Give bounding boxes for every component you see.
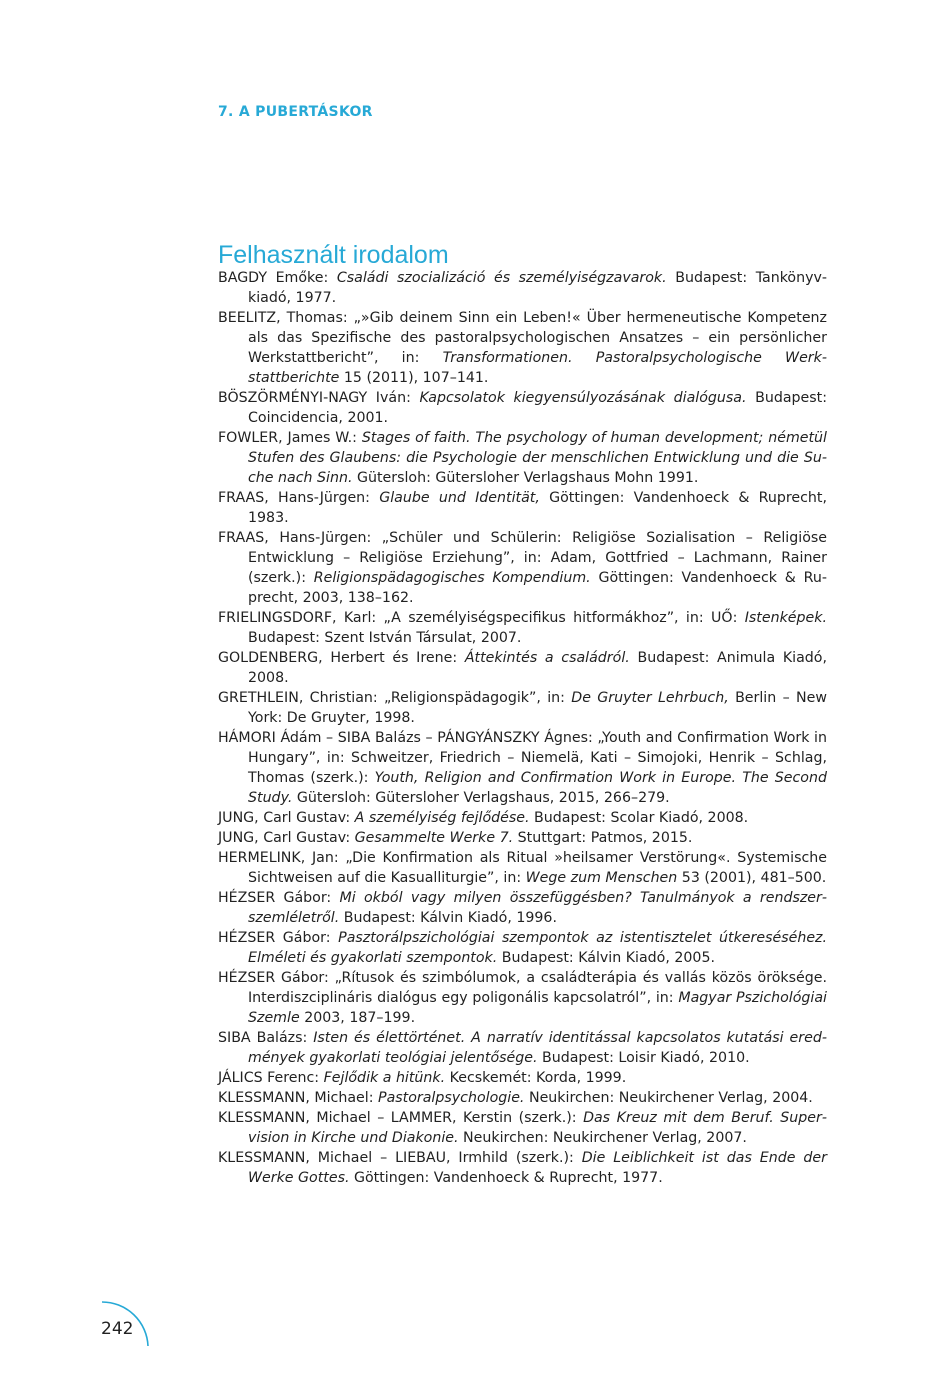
- reference-text: HERMELINK, Jan: „Die Konfirmation als Ritual »heilsamer Verstörung«. Systemische Sichtweisen auf die Kasualliturgie”, in:: [218, 850, 827, 886]
- reference-text: Gütersloh: Gütersloher Verlagshaus Mohn 1991.: [352, 470, 699, 486]
- reference-entry: [218, 828, 827, 848]
- reference-text: Budapest: Szent István Társulat, 2007.: [248, 630, 522, 646]
- reference-text: KLESSMANN, Michael – LIEBAU, Irmhild (szerk.):: [218, 1150, 582, 1166]
- reference-title: Pasztorálpszichológiai szempontok az istentisztelet útkereséséhez. Elméleti és gyakorlati szempontok.: [248, 930, 828, 966]
- reference-text: Göttingen: Vandenhoeck & Ruprecht, 1977.: [349, 1170, 663, 1186]
- reference-entry: [218, 1108, 827, 1148]
- reference-text: JÁLICS Ferenc:: [218, 1070, 324, 1086]
- reference-text: Budapest: Loisir Kiadó, 2010.: [537, 1050, 750, 1066]
- reference-text: Stuttgart: Patmos, 2015.: [513, 830, 693, 846]
- reference-text: Göttingen: Vandenhoeck & Ruprecht, 2003, 138–162.: [248, 570, 827, 606]
- reference-entry: [218, 388, 827, 428]
- reference-text: Göttingen: Vandenhoeck & Ruprecht, 1983.: [248, 490, 827, 526]
- reference-entry: [218, 888, 827, 928]
- reference-text: 15 (2011), 107–141.: [339, 370, 489, 386]
- reference-title: Das Kreuz mit dem Beruf. Supervision in Kirche und Diakonie.: [248, 1110, 827, 1146]
- reference-text: 2003, 187–199.: [299, 1010, 416, 1026]
- reference-text: Berlin – New York: De Gruyter, 1998.: [248, 690, 827, 726]
- reference-text: FOWLER, James W.:: [218, 430, 362, 446]
- reference-text: Neukirchen: Neukirchener Verlag, 2004.: [524, 1090, 813, 1106]
- reference-entry: [218, 308, 827, 388]
- reference-title: Pastoralpsychologie.: [378, 1090, 525, 1106]
- reference-entry: [218, 428, 827, 488]
- reference-text: KLESSMANN, Michael:: [218, 1090, 379, 1106]
- section-title: Felhasznált irodalom: [218, 240, 449, 269]
- reference-text: GRETHLEIN, Christian: „Religionspädagogik”, in:: [218, 690, 572, 706]
- reference-title: Isten és élettörténet. A narratív identitással kapcsolatos kutatási eredmények gyakorlati teológiai jelentősége.: [248, 1030, 827, 1066]
- page-number: 242: [101, 1319, 134, 1339]
- reference-entry: [218, 528, 827, 608]
- reference-text: FRAAS, Hans-Jürgen:: [218, 490, 380, 506]
- reference-text: Gütersloh: Gütersloher Verlagshaus, 2015, 266–279.: [292, 790, 670, 806]
- reference-text: GOLDENBERG, Herbert és Irene:: [218, 650, 465, 666]
- reference-entry: [218, 488, 827, 528]
- reference-title: Die Leiblichkeit ist das Ende der Werke Gottes.: [248, 1150, 827, 1186]
- reference-text: HÉZSER Gábor: „Rítusok és szimbólumok, a családterápia és vallás közös öröksége. Interdiszciplináris dialógus egy poligonális kapcsolatról”, in:: [218, 970, 827, 1006]
- reference-text: FRIELINGSDORF, Karl: „A személyiségspecifikus hitformákhoz”, in: UŐ:: [218, 610, 745, 626]
- reference-text: Budapest: Kálvin Kiadó, 2005.: [497, 950, 715, 966]
- reference-entry: [218, 268, 827, 308]
- reference-entry: [218, 808, 827, 828]
- reference-text: HÁMORI Ádám – SIBA Balázs – PÁNGYÁNSZKY Ágnes: „Youth and Confirmation Work in Hungary”, in: Schweitzer, Friedrich – Niemelä, Kati – Simojoki, Henrik – Schlag, Thomas (szerk.):: [218, 730, 827, 786]
- reference-entry: [218, 1068, 827, 1088]
- reference-entry: [218, 1028, 827, 1068]
- reference-entry: [218, 728, 827, 808]
- reference-text: JUNG, Carl Gustav:: [218, 810, 355, 826]
- reference-title: Családi szocializáció és személyiségzavarok.: [336, 270, 667, 286]
- reference-text: Budapest: Animula Kiadó, 2008.: [248, 650, 827, 686]
- reference-text: FRAAS, Hans-Jürgen: „Schüler und Schülerin: Religiöse Sozialisation – Religiöse Entwicklung – Religiöse Erziehung”, in: Adam, Gottfried – Lachmann, Rainer (szerk.):: [218, 530, 827, 586]
- reference-list: [218, 268, 827, 1188]
- reference-title: Áttekintés a családról.: [464, 650, 630, 666]
- reference-entry: [218, 688, 827, 728]
- reference-title: Stages of faith. The psychology of human development; németül Stufen des Glaubens: die Psychologie der menschlichen Entwicklung und die Suche nach Sinn.: [248, 430, 827, 486]
- reference-entry: [218, 608, 827, 648]
- reference-entry: [218, 968, 827, 1028]
- reference-entry: [218, 648, 827, 688]
- reference-title: A személyiség fejlődése.: [354, 810, 530, 826]
- reference-text: Budapest: Kálvin Kiadó, 1996.: [339, 910, 557, 926]
- reference-text: Budapest: Coincidencia, 2001.: [248, 390, 828, 426]
- reference-entry: [218, 1088, 827, 1108]
- reference-entry: [218, 928, 827, 968]
- reference-text: KLESSMANN, Michael – LAMMER, Kerstin (szerk.):: [218, 1110, 584, 1126]
- reference-title: Wege zum Menschen: [525, 870, 678, 886]
- reference-title: De Gruyter Lehrbuch,: [571, 690, 729, 706]
- reference-title: Glaube und Identität,: [379, 490, 540, 506]
- reference-text: 53 (2001), 481–500.: [677, 870, 827, 886]
- reference-title: Fejlődik a hitünk.: [323, 1070, 446, 1086]
- reference-title: Magyar Pszichológiai Szemle: [248, 990, 827, 1026]
- reference-title: Religionspädagogisches Kompendium.: [313, 570, 591, 586]
- reference-text: Budapest: Scolar Kiadó, 2008.: [529, 810, 749, 826]
- reference-text: Neukirchen: Neukirchener Verlag, 2007.: [458, 1130, 747, 1146]
- reference-text: SIBA Balázs:: [218, 1030, 314, 1046]
- reference-entry: [218, 848, 827, 888]
- reference-text: BEELITZ, Thomas: „»Gib deinem Sinn ein Leben!« Über hermeneutische Kompetenz als das Spezifische des pastoralpsychologischen Ansatzes – ein persönlicher Werkstattbericht”, in:: [218, 310, 827, 366]
- reference-text: HÉZSER Gábor:: [218, 890, 340, 906]
- running-head: 7. A PUBERTÁSKOR: [218, 104, 373, 120]
- reference-title: Transformationen. Pastoralpsychologische Werkstattberichte: [248, 350, 827, 386]
- reference-entry: [218, 1148, 827, 1188]
- reference-text: HÉZSER Gábor:: [218, 930, 339, 946]
- reference-text: BÖSZÖRMÉNYI-NAGY Iván:: [218, 390, 420, 406]
- reference-text: Budapest: Tankönyvkiadó, 1977.: [248, 270, 828, 306]
- reference-title: Istenképek.: [744, 610, 827, 626]
- reference-title: Gesammelte Werke 7.: [354, 830, 514, 846]
- reference-title: Youth, Religion and Confirmation Work in Europe. The Second Study.: [248, 770, 827, 806]
- reference-title: Kapcsolatok kiegyensúlyozásának dialógusa.: [419, 390, 747, 406]
- reference-text: BAGDY Emőke:: [218, 270, 337, 286]
- reference-text: Kecskemét: Korda, 1999.: [445, 1070, 627, 1086]
- reference-title: Mi okból vagy milyen összefüggésben? Tanulmányok a rendszerszemléletről.: [248, 890, 827, 926]
- reference-text: JUNG, Carl Gustav:: [218, 830, 355, 846]
